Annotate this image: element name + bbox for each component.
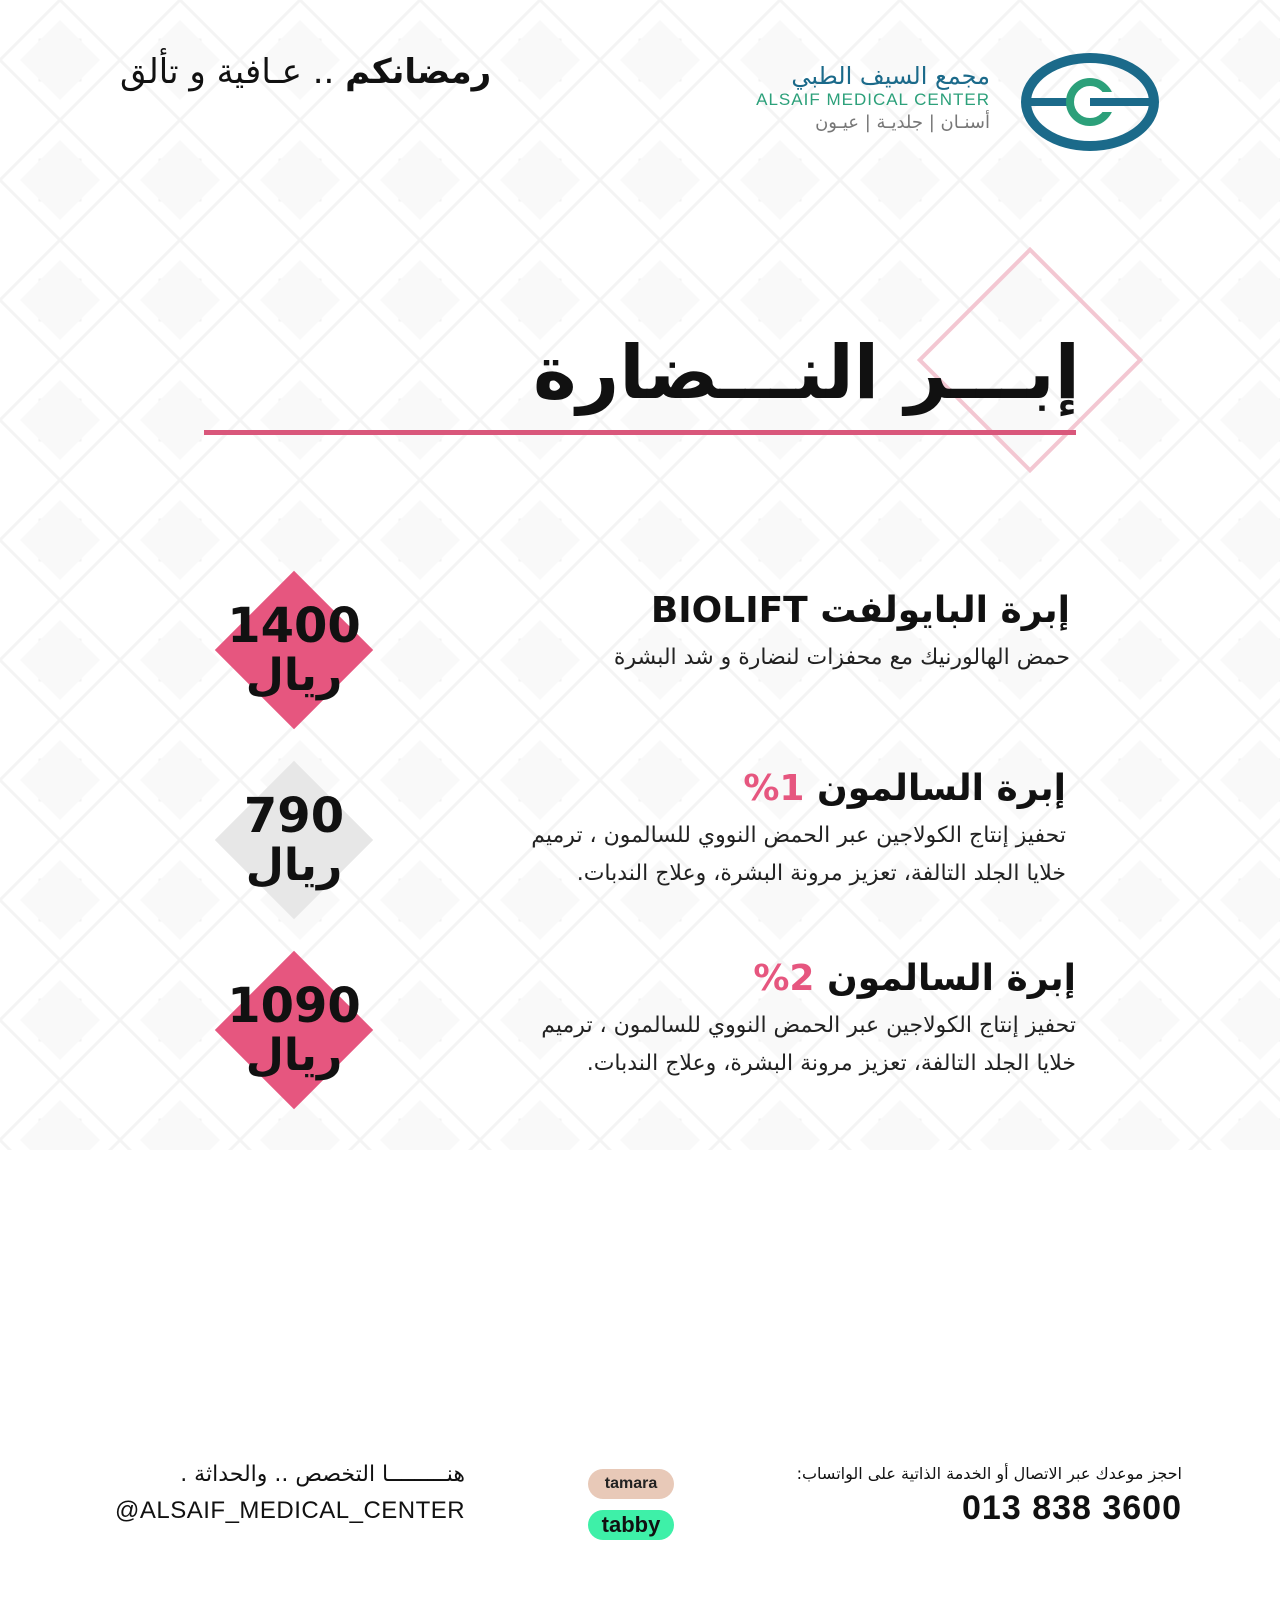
price-value: 790 bbox=[243, 788, 345, 844]
tamara-payment-logo bbox=[588, 1469, 674, 1499]
footer-slogan: هنـــــــــا التخصص .. والحداثة . bbox=[180, 1462, 465, 1487]
price-value: 1090 bbox=[227, 978, 361, 1034]
product-biolift bbox=[430, 590, 1070, 677]
price-badge-salmon-1 bbox=[206, 752, 382, 928]
product-title: إبرة السالمون 1% bbox=[743, 768, 1066, 809]
percentage-label: 1% bbox=[743, 768, 805, 809]
ramadan-tagline bbox=[120, 52, 491, 92]
page-title: إبـــر النـــضارة bbox=[532, 330, 1080, 416]
logo-text bbox=[756, 62, 990, 133]
title-underline bbox=[204, 430, 1076, 435]
product-title: إبرة السالمون 2% bbox=[753, 958, 1076, 999]
tamara-label: tamara bbox=[604, 1475, 658, 1492]
product-description-line-1: تحفيز إنتاج الكولاجين عبر الحمض النووي للسالمون ، ترميم bbox=[531, 823, 1066, 848]
footer-left bbox=[115, 1462, 465, 1525]
price-badge-salmon-2 bbox=[206, 942, 382, 1118]
price-badge-biolift bbox=[206, 562, 382, 738]
product-description-line-2: خلايا الجلد التالفة، تعزيز مرونة البشرة، وعلاج الندبات. bbox=[576, 861, 1066, 886]
tagline-rest: .. عـافية و تألق bbox=[120, 52, 346, 92]
price-currency: ريال bbox=[245, 650, 343, 701]
price-currency: ريال bbox=[245, 840, 343, 891]
product-salmon-2 bbox=[436, 958, 1076, 1083]
product-title: إبرة البايولفت BIOLIFT bbox=[650, 590, 1070, 631]
booking-cta: احجز موعدك عبر الاتصال أو الخدمة الذاتية على الواتساب: bbox=[796, 1464, 1182, 1483]
product-description-line-2: خلايا الجلد التالفة، تعزيز مرونة البشرة، وعلاج الندبات. bbox=[586, 1051, 1076, 1076]
social-handle[interactable]: @ALSAIF_MEDICAL_CENTER bbox=[115, 1497, 466, 1524]
price-value: 1400 bbox=[227, 598, 361, 654]
product-description: حمض الهالورنيك مع محفزات لنضارة و شد البشرة bbox=[613, 645, 1070, 670]
phone-number[interactable]: 013 838 3600 bbox=[962, 1489, 1182, 1527]
percentage-label: 2% bbox=[753, 958, 815, 999]
footer-contact bbox=[797, 1464, 1182, 1528]
tagline-bold: رمضانكم bbox=[345, 52, 492, 92]
price-currency: ريال bbox=[245, 1030, 343, 1081]
logo-arabic-name: مجمع السيف الطبي bbox=[791, 62, 990, 90]
product-salmon-1 bbox=[426, 768, 1066, 893]
logo-icon bbox=[1020, 52, 1160, 152]
logo-specialties: أسنـان | جلديـة | عيـون bbox=[815, 112, 990, 133]
logo-english-name: ALSAIF MEDICAL CENTER bbox=[756, 90, 990, 109]
product-description-line-1: تحفيز إنتاج الكولاجين عبر الحمض النووي للسالمون ، ترميم bbox=[541, 1013, 1076, 1038]
tabby-payment-logo bbox=[588, 1510, 674, 1540]
tabby-label: tabby bbox=[601, 1512, 661, 1537]
